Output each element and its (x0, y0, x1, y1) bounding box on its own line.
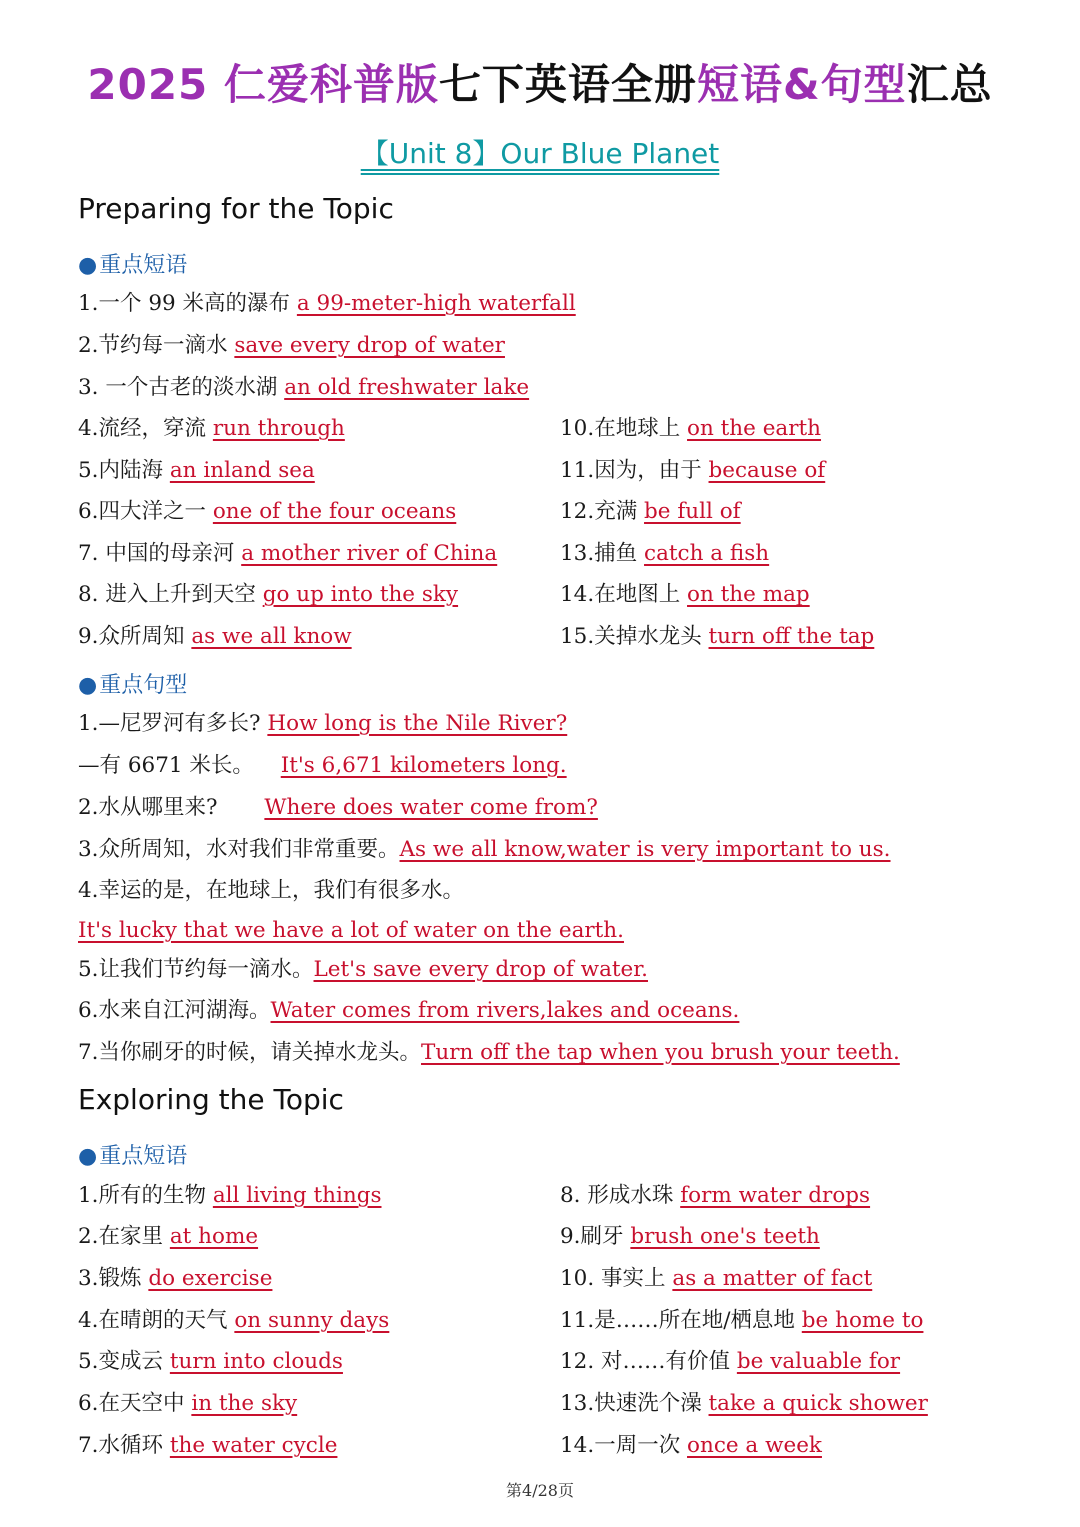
phrase-row: 4.流经，穿流 run through (78, 416, 345, 441)
phrase-row: 4.在晴朗的天气 on sunny days (78, 1308, 390, 1333)
phrase-row: 10.在地球上 on the earth (560, 416, 822, 441)
unit-heading-text: 【Unit 8】Our Blue Planet (360, 137, 720, 170)
phrases-label: ●重点短语 (78, 1144, 188, 1169)
sentences-label: ●重点句型 (78, 673, 188, 698)
phrase-row: 5.内陆海 an inland sea (78, 458, 315, 483)
phrase-row: 6.四大洋之一 one of the four oceans (78, 499, 457, 524)
sentence-row: 5.让我们节约每一滴水。Let's save every drop of water. (78, 957, 648, 982)
phrase-row: 3. 一个古老的淡水湖 an old freshwater lake (78, 375, 530, 400)
phrase-row: 10. 事实上 as a matter of fact (560, 1266, 873, 1291)
phrase-row: 15.关掉水龙头 turn off the tap (560, 624, 875, 649)
phrase-row: 1.所有的生物 all living things (78, 1183, 382, 1208)
title-part-2: 七下英语全册 (438, 60, 697, 109)
sentence-row: 3.众所周知，水对我们非常重要。As we all know,water is very important to us. (78, 837, 891, 862)
phrase-row: 13.捕鱼 catch a fish (560, 541, 770, 566)
sentence-row: 2.水从哪里来? Where does water come from? (78, 795, 598, 820)
sentence-row: —有 6671 米长。 It's 6,671 kilometers long. (78, 753, 567, 778)
phrase-row: 12. 对……有价值 be valuable for (560, 1349, 901, 1374)
phrase-row: 11.是……所在地/栖息地 be home to (560, 1308, 924, 1333)
bullet-icon: ● (78, 673, 98, 698)
sentence-row: 6.水来自江河湖海。Water comes from rivers,lakes and oceans. (78, 998, 740, 1023)
phrase-row: 2.在家里 at home (78, 1224, 259, 1249)
phrase-row: 14.一周一次 once a week (560, 1433, 822, 1458)
phrase-row: 9.刷牙 brush one's teeth (560, 1224, 820, 1249)
sentence-row: 4.幸运的是，在地球上，我们有很多水。 (78, 878, 465, 903)
section-heading-exploring: Exploring the Topic (78, 1083, 344, 1116)
phrase-row: 3.锻炼 do exercise (78, 1266, 273, 1291)
sentence-row: It's lucky that we have a lot of water on the earth. (78, 918, 624, 943)
phrase-row: 13.快速洗个澡 take a quick shower (560, 1391, 928, 1416)
phrase-row: 9.众所周知 as we all know (78, 624, 352, 649)
phrase-row: 8. 进入上升到天空 go up into the sky (78, 582, 459, 607)
phrase-row: 2.节约每一滴水 save every drop of water (78, 333, 505, 358)
section-heading-preparing: Preparing for the Topic (78, 192, 394, 225)
bullet-icon: ● (78, 253, 98, 278)
phrase-row: 1.一个 99 米高的瀑布 a 99-meter-high waterfall (78, 291, 576, 316)
page-number: 第4/28页 (506, 1481, 574, 1500)
unit-heading (0, 132, 1080, 172)
phrase-row: 12.充满 be full of (560, 499, 741, 524)
sentence-row: 7.当你刷牙的时候，请关掉水龙头。Turn off the tap when you brush your teeth. (78, 1040, 900, 1065)
title-part-4: 汇总 (906, 60, 993, 109)
phrases-label: ●重点短语 (78, 253, 188, 278)
phrase-row: 5.变成云 turn into clouds (78, 1349, 343, 1374)
phrase-row: 11.因为，由于 because of (560, 458, 826, 483)
phrase-row: 8. 形成水珠 form water drops (560, 1183, 871, 1208)
phrase-row: 7.水循环 the water cycle (78, 1433, 338, 1458)
page-title (0, 52, 1080, 112)
title-part-1: 2025 仁爱科普版 (87, 60, 439, 109)
title-part-3: 短语&句型 (696, 60, 907, 109)
sentence-row: 1.—尼罗河有多长? How long is the Nile River? (78, 711, 568, 736)
phrase-row: 7. 中国的母亲河 a mother river of China (78, 541, 498, 566)
bullet-icon: ● (78, 1144, 98, 1169)
phrase-row: 6.在天空中 in the sky (78, 1391, 298, 1416)
phrase-row: 14.在地图上 on the map (560, 582, 810, 607)
